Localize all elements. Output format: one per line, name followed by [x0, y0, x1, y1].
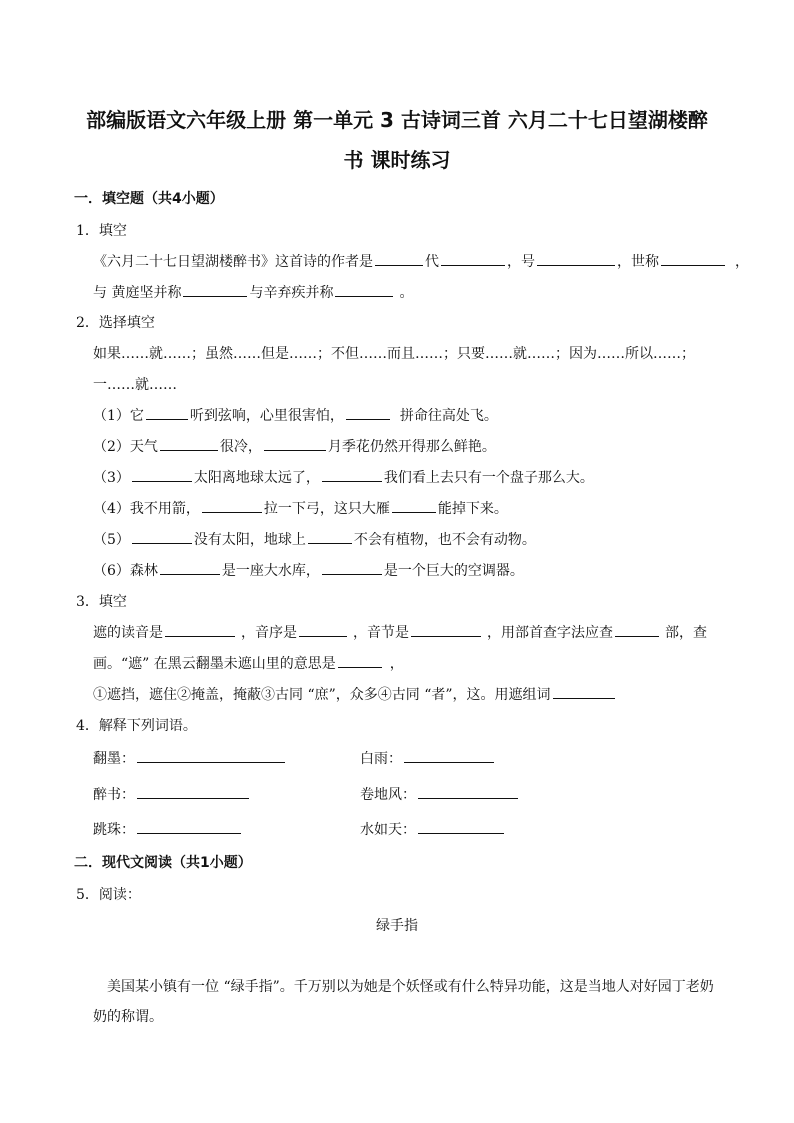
q2-s4-c: 能掉下来。 — [437, 501, 508, 517]
q2-s6-b: 是一座大水库， — [221, 563, 320, 579]
q2-s6-c: 是一个巨大的空调器。 — [383, 563, 524, 579]
q3-l3: ①遮挡，遮住②掩盖，掩蔽③古同 “庶”，众多④古同 “者”，这。用遮组词 — [93, 687, 551, 703]
q2-sentence3 — [93, 467, 594, 487]
page-title-line1: 部编版语文六年级上册 第一单元 3 古诗词三首 六月二十七日望湖楼醉 — [86, 108, 708, 132]
q3-blank-bushou[interactable] — [615, 622, 659, 637]
q3-l1d: ，用部首查字法应查 — [487, 625, 613, 641]
q2-s5-blank1[interactable] — [132, 529, 192, 544]
q3-l2b: ， — [389, 656, 404, 672]
q4-term-shuirutian — [360, 819, 506, 839]
q2-s1-blank2[interactable] — [346, 405, 390, 420]
q2-options-line2: 一……就…… — [93, 377, 177, 393]
q2-s4-a: （4）我不用箭， — [93, 501, 200, 517]
q1-blank-name[interactable] — [441, 251, 505, 266]
q1-blank-su-huang[interactable] — [183, 282, 247, 297]
q2-options-line1: 如果……就……；虽然……但是……；不但……而且……；只要……就……；因为……所以……； — [93, 346, 695, 362]
q3-blank-yinxu[interactable] — [299, 622, 347, 637]
q2-s2-b: 很冷， — [219, 439, 262, 455]
q1-number: 1．填空 — [76, 223, 127, 239]
q3-line1 — [93, 622, 707, 642]
q4-blank-juandifeng[interactable] — [418, 784, 518, 799]
q2-sentence4 — [93, 498, 508, 518]
q1-line2-seg1: 与 黄庭坚并称 — [93, 285, 182, 301]
q2-s1-b: 听到弦响，心里很害怕， — [189, 408, 344, 424]
section2-heading: 二．现代文阅读（共1小题） — [74, 855, 252, 871]
q1-line2-seg2: 与辛弃疾并称 — [249, 285, 334, 301]
q3-l1e: 部，查 — [665, 625, 707, 641]
q3-line3 — [93, 684, 617, 704]
q5-number: 5．阅读： — [76, 887, 141, 903]
q1-line2 — [93, 282, 413, 302]
q2-s3-a: （3） — [93, 470, 130, 486]
q2-sentence1 — [93, 405, 498, 425]
q2-s3-blank2[interactable] — [322, 467, 382, 482]
q4-term-juandifeng — [360, 784, 520, 804]
q3-blank-meaning[interactable] — [338, 653, 382, 668]
q4-term-juandifeng-label: 卷地风： — [360, 787, 416, 803]
q4-blank-tiaozhu[interactable] — [137, 819, 241, 834]
section1-heading: 一．填空题（共4小题） — [74, 191, 224, 207]
q4-term-baiyu — [360, 748, 496, 768]
q2-s5-a: （5） — [93, 532, 130, 548]
q2-sentence6 — [93, 560, 524, 580]
q4-term-fanmo-label: 翻墨： — [93, 751, 135, 767]
q1-seg5: ， — [735, 254, 749, 270]
page-title-line2: 书 课时练习 — [343, 148, 451, 172]
q2-s4-blank1[interactable] — [202, 498, 262, 513]
q2-s5-b: 没有太阳，地球上 — [193, 532, 306, 548]
q3-l1b: ，音序是 — [241, 625, 297, 641]
q3-line2 — [93, 653, 404, 673]
q4-blank-zuishu[interactable] — [137, 784, 249, 799]
q2-sentence2 — [93, 436, 496, 456]
q4-term-shuirutian-label: 水如天： — [360, 822, 416, 838]
q4-term-zuishu-label: 醉书： — [93, 787, 135, 803]
q2-s2-a: （2）天气 — [93, 439, 158, 455]
q3-number: 3．填空 — [76, 594, 127, 610]
q2-s1-blank1[interactable] — [146, 405, 188, 420]
q3-blank-zuci[interactable] — [553, 684, 615, 699]
q2-s3-c: 我们看上去只有一个盘子那么大。 — [383, 470, 594, 486]
article-title: 绿手指 — [376, 918, 418, 934]
q2-s4-b: 拉一下弓，这只大雁 — [263, 501, 390, 517]
q2-s2-blank1[interactable] — [160, 436, 218, 451]
q2-s1-c: 拼命往高处飞。 — [399, 408, 498, 424]
q1-blank-title[interactable] — [661, 251, 725, 266]
q1-seg3: ，号 — [507, 254, 535, 270]
q4-blank-baiyu[interactable] — [404, 748, 494, 763]
q4-number: 4．解释下列词语。 — [76, 718, 197, 734]
q2-s1-a: （1）它 — [93, 408, 144, 424]
q3-l1a: 遮的读音是 — [93, 625, 163, 641]
q2-number: 2．选择填空 — [76, 315, 155, 331]
q1-seg2: 代 — [425, 254, 439, 270]
q1-line2-seg3: 。 — [399, 285, 414, 301]
q2-s3-blank1[interactable] — [132, 467, 192, 482]
q1-blank-su-xin[interactable] — [335, 282, 393, 297]
q4-blank-fanmo[interactable] — [137, 748, 285, 763]
article-paragraph-1: 美国某小镇有一位 “绿手指”。千万别以为她是个妖怪或有什么特异功能，这是当地人对好园丁老奶奶的称谓。 — [93, 979, 714, 1025]
q4-term-baiyu-label: 白雨： — [360, 751, 402, 767]
q3-l2a: 画。“遮” 在黑云翻墨未遮山里的意思是 — [93, 656, 336, 672]
q3-l1c: ，音节是 — [353, 625, 409, 641]
q2-s2-blank2[interactable] — [264, 436, 326, 451]
q1-seg4: ，世称 — [617, 254, 659, 270]
q2-s2-c: 月季花仍然开得那么鲜艳。 — [327, 439, 496, 455]
q2-s5-blank2[interactable] — [308, 529, 352, 544]
q4-term-fanmo — [93, 748, 287, 768]
q4-term-zuishu — [93, 784, 251, 804]
q2-s6-a: （6）森林 — [93, 563, 158, 579]
q3-blank-pinyin[interactable] — [165, 622, 235, 637]
q2-s6-blank2[interactable] — [322, 560, 382, 575]
q2-s4-blank2[interactable] — [392, 498, 436, 513]
q4-term-tiaozhu-label: 跳珠： — [93, 822, 135, 838]
q1-line1 — [93, 251, 749, 271]
q2-s6-blank1[interactable] — [160, 560, 220, 575]
q2-sentence5 — [93, 529, 536, 549]
q1-seg1: 《六月二十七日望湖楼醉书》这首诗的作者是 — [93, 254, 373, 270]
q4-blank-shuirutian[interactable] — [418, 819, 504, 834]
q2-s3-b: 太阳离地球太远了， — [193, 470, 320, 486]
q2-s5-c: 不会有植物，也不会有动物。 — [353, 532, 536, 548]
q3-blank-yinjie[interactable] — [411, 622, 481, 637]
q4-term-tiaozhu — [93, 819, 243, 839]
q1-blank-dynasty[interactable] — [375, 251, 423, 266]
q1-blank-hao[interactable] — [537, 251, 615, 266]
